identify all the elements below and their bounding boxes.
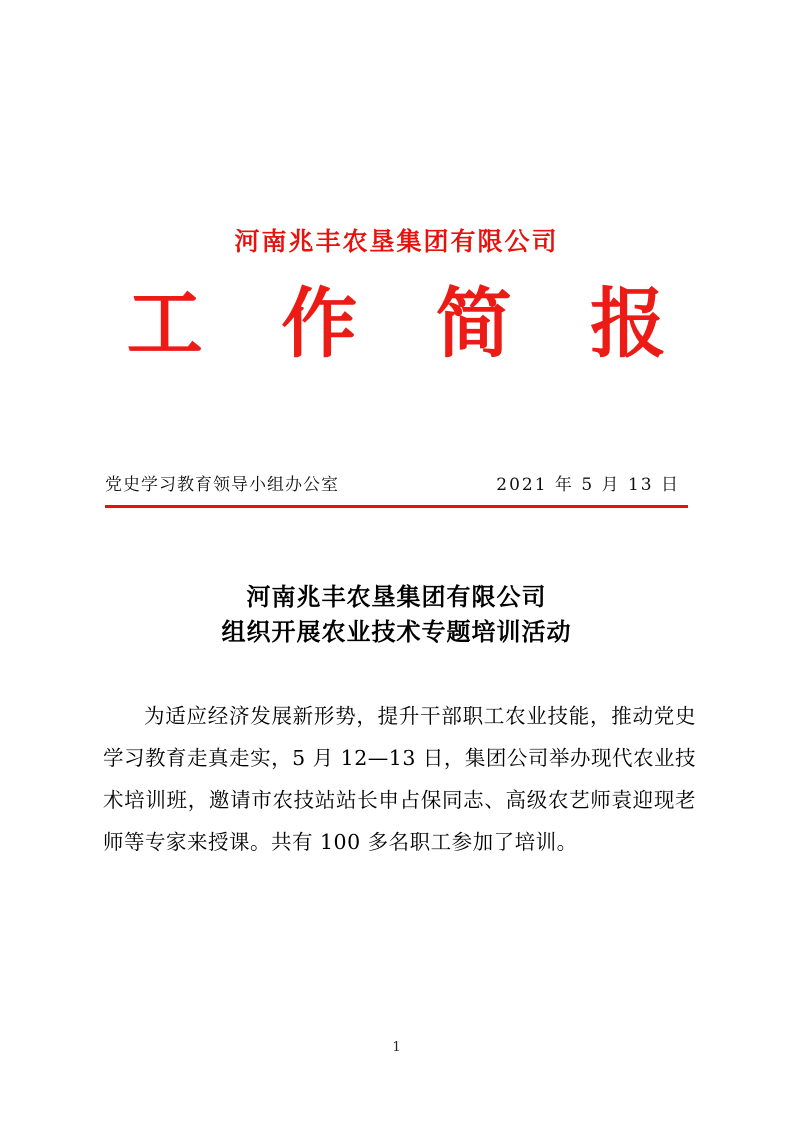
issue-date: 2021 年 5 月 13 日 xyxy=(496,475,680,495)
masthead xyxy=(0,222,793,368)
article-heading xyxy=(105,580,688,650)
organization-name: 河南兆丰农垦集团有限公司 xyxy=(234,227,559,256)
article-heading-line-1: 河南兆丰农垦集团有限公司 xyxy=(246,582,547,611)
bulletin-title: 工 作 简 报 xyxy=(126,279,693,368)
masthead-meta-row xyxy=(105,470,688,495)
page-number: 1 xyxy=(392,1040,401,1055)
article-heading-line-2: 组织开展农业技术专题培训活动 xyxy=(221,616,572,646)
masthead-divider xyxy=(105,505,688,508)
article-paragraph: 为适应经济发展新形势，提升干部职工农业技能，推动党史学习教育走真走实，5 月 12—13 日，集团公司举办现代农业技术培训班，邀请市农技站站长申占保同志、高级农艺师袁迎现老师等专家来授课。共有 100 多名职工参加了培训。 xyxy=(103,704,696,855)
issuing-office: 党史学习教育领导小组办公室 xyxy=(105,475,339,495)
